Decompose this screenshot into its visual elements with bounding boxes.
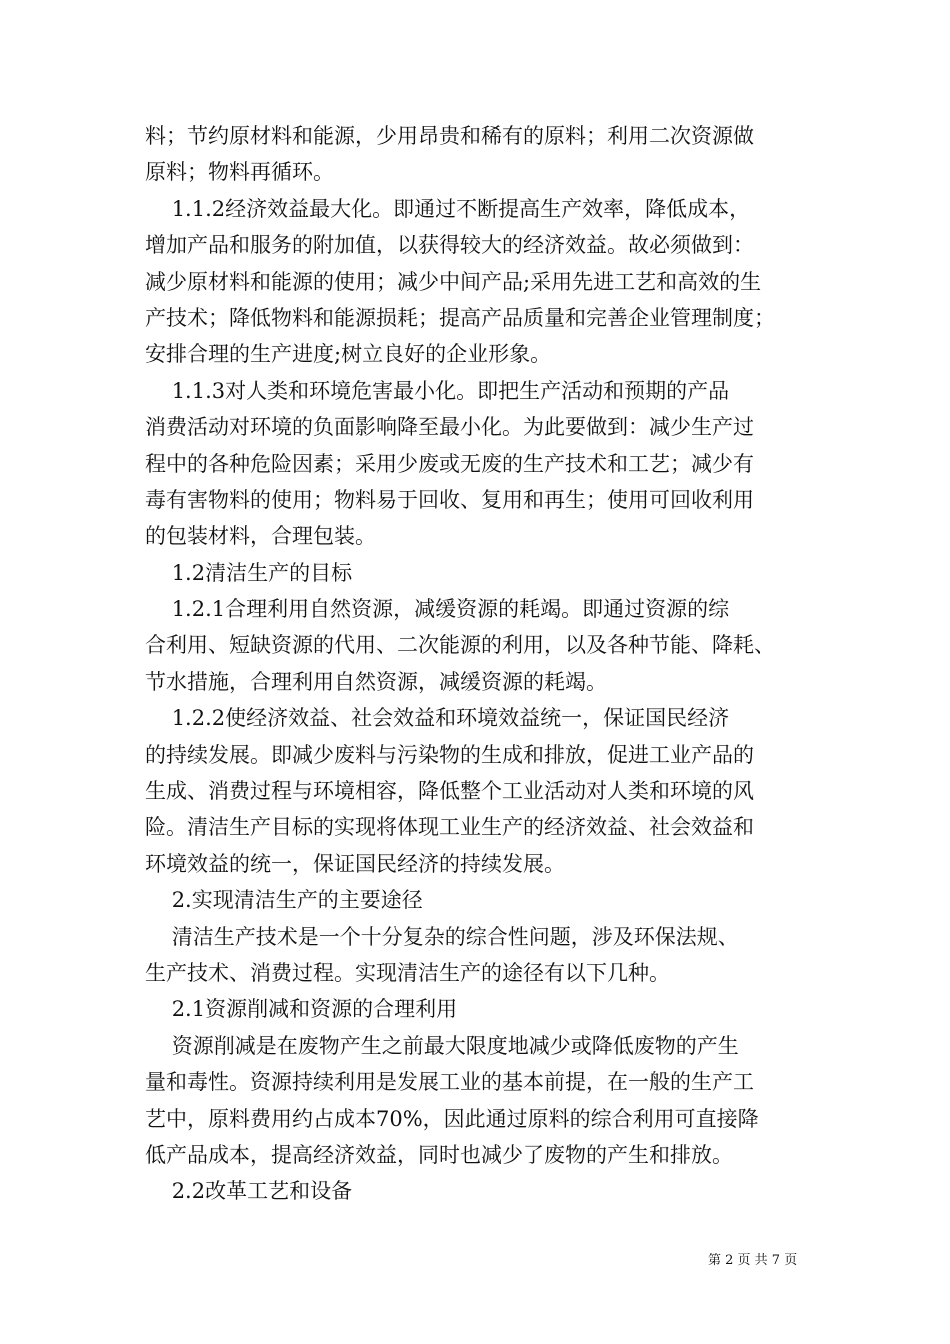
text-line: 合利用、短缺资源的代用、二次能源的利用，以及各种节能、降耗、 <box>145 633 775 658</box>
text-line: 生产技术、消费过程。实现清洁生产的途径有以下几种。 <box>145 960 670 985</box>
text-line: 环境效益的统一，保证国民经济的持续发展。 <box>145 851 565 876</box>
text-line: 原料；物料再循环。 <box>145 160 334 185</box>
text-line: 险。清洁生产目标的实现将体现工业生产的经济效益、社会效益和 <box>145 815 754 840</box>
section-heading: 2.实现清洁生产的主要途径 <box>145 888 423 913</box>
section-heading: 2.1资源削减和资源的合理利用 <box>145 997 458 1022</box>
section-heading: 1.2清洁生产的目标 <box>145 560 353 585</box>
text-line: 1.1.3对人类和环境危害最小化。即把生产活动和预期的产品 <box>145 378 730 403</box>
text-line: 程中的各种危险因素；采用少废或无废的生产技术和工艺；减少有 <box>145 451 754 476</box>
text-line: 1.2.2使经济效益、社会效益和环境效益统一，保证国民经济 <box>145 706 730 731</box>
text-line: 资源削减是在废物产生之前最大限度地减少或降低废物的产生 <box>145 1033 739 1058</box>
text-line: 量和毒性。资源持续利用是发展工业的基本前提，在一般的生产工 <box>145 1070 754 1095</box>
text-line: 生成、消费过程与环境相容，降低整个工业活动对人类和环境的风 <box>145 779 754 804</box>
text-line: 毒有害物料的使用；物料易于回收、复用和再生；使用可回收利用 <box>145 487 754 512</box>
text-line: 的持续发展。即减少废料与污染物的生成和排放，促进工业产品的 <box>145 742 754 767</box>
text-line: 1.1.2经济效益最大化。即通过不断提高生产效率，降低成本， <box>145 196 751 221</box>
document-body <box>145 118 810 1210</box>
text-line: 增加产品和服务的附加值，以获得较大的经济效益。故必须做到： <box>145 233 754 258</box>
section-heading: 2.2改革工艺和设备 <box>145 1179 353 1204</box>
text-line: 消费活动对环境的负面影响降至最小化。为此要做到：减少生产过 <box>145 415 754 440</box>
text-line: 低产品成本，提高经济效益，同时也减少了废物的产生和排放。 <box>145 1142 733 1167</box>
text-line: 艺中，原料费用约占成本70%，因此通过原料的综合利用可直接降 <box>145 1106 759 1131</box>
text-line: 安排合理的生产进度;树立良好的企业形象。 <box>145 342 552 367</box>
text-line: 清洁生产技术是一个十分复杂的综合性问题，涉及环保法规、 <box>145 924 739 949</box>
text-line: 产技术；降低物料和能源损耗；提高产品质量和完善企业管理制度； <box>145 305 775 330</box>
text-line: 1.2.1合理利用自然资源，减缓资源的耗竭。即通过资源的综 <box>145 597 730 622</box>
text-line: 减少原材料和能源的使用；减少中间产品;采用先进工艺和高效的生 <box>145 269 762 294</box>
text-line: 料；节约原材料和能源，少用昂贵和稀有的原料；利用二次资源做 <box>145 124 754 148</box>
text-line: 节水措施，合理利用自然资源，减缓资源的耗竭。 <box>145 669 607 694</box>
page-number-footer: 第 2 页 共 7 页 <box>708 1253 798 1268</box>
text-line: 的包装材料，合理包装。 <box>145 524 376 549</box>
